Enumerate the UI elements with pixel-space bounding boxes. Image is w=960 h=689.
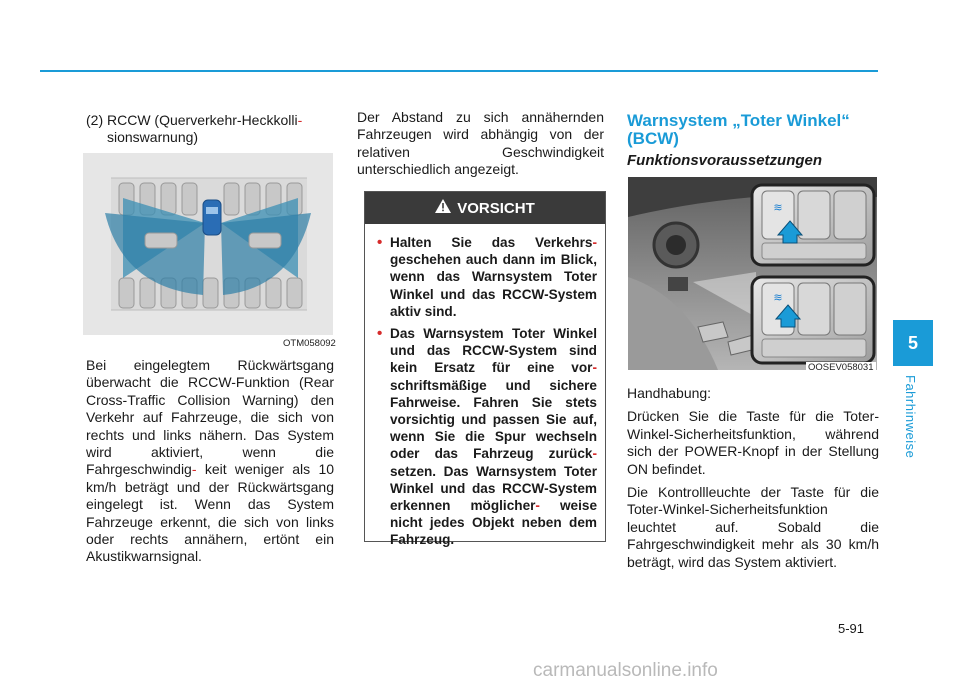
col3-body (627, 385, 879, 571)
warning-triangle-icon (435, 199, 451, 217)
hyphen-mark: - (535, 498, 540, 514)
warning-box (364, 191, 606, 548)
hyphen-mark: - (592, 446, 597, 462)
heading-line-1: Warnsystem „Toter Winkel“ (627, 111, 850, 130)
chapter-tab[interactable] (893, 320, 933, 366)
col1-body (86, 357, 334, 566)
svg-text:≋: ≋ (773, 201, 783, 214)
warning-text: weise nicht jedes Objekt neben dem Fahrzeug. (390, 498, 597, 548)
chapter-number: 5 (907, 332, 918, 353)
page-number: 5-91 (838, 621, 865, 636)
list-text-b: sionswarnung) (107, 129, 199, 146)
warning-text: setzen. Das Warnsystem Toter Winkel und das RCCW-System erkennen möglicher (390, 463, 597, 514)
warning-item (377, 234, 597, 320)
warning-text: geschehen auch dann im Blick, wenn das Warnsystem Toter Winkel und das RCCW-System aktiv sind. (390, 252, 597, 319)
section-heading (627, 112, 879, 148)
col1-body-paragraph (86, 357, 334, 566)
heading-line-2: (BCW) (627, 129, 679, 148)
warning-text: Das Warnsystem Toter Winkel und das RCCW-System sind kein Ersatz für eine vor (390, 326, 597, 376)
warning-text: schriftsmäßige und sichere Fahrweise. Fahren Sie stets vorsichtig und passen Sie auf, wenn Sie die Spur wechseln oder das Fahrzeug zurück (390, 377, 597, 462)
bcw-button-illustration (628, 177, 877, 370)
warning-item (377, 325, 597, 549)
hyphen-mark: - (191, 461, 197, 478)
col2-intro: Der Abstand zu sich annähernden Fahrzeugen wird abhängig von der relativen Geschwindigkeit unterschiedlich angezeigt. (357, 109, 604, 178)
hyphen-mark: - (592, 360, 597, 376)
subheading: Funktionsvoraussetzungen (627, 152, 823, 169)
body-text-a: Bei eingelegtem Rückwärtsgang überwacht die RCCW-Funktion (Rear Cross-Traffic Collision Warning) den Verkehr auf Fahrzeuge, die sich von rechts und links nähern. Das System wird aktiviert, wenn die Fahrgeschwindig (86, 357, 334, 478)
rccw-parking-illustration (83, 153, 333, 335)
chapter-label: Fahrhinweise (903, 375, 918, 459)
warning-header (365, 192, 605, 224)
list-number: (2) (86, 112, 104, 128)
hyphen-mark: - (297, 112, 303, 128)
handling-label: Handhabung: (627, 385, 712, 401)
warning-title: VORSICHT (457, 199, 535, 217)
header-rule (40, 70, 878, 72)
svg-text:≋: ≋ (773, 291, 783, 304)
column-2 (357, 109, 604, 179)
column-1 (86, 112, 334, 147)
body-text-b: keit weniger als 10 km/h beträgt und der Rückwärtsgang eingelegt ist. Wenn das System Fahrzeuge erkennt, die sich von links oder rechts annähern, ertönt ein Akustikwarnsignal. (86, 461, 335, 565)
image-caption-2: OOSEV058031 (808, 362, 874, 373)
image-caption-1: OTM058092 (283, 338, 336, 349)
list-text-a: RCCW (Querverkehr-Heckkolli (107, 112, 298, 128)
warning-list (365, 224, 605, 549)
list-item-rccw (86, 112, 334, 147)
col3-paragraph-1: Drücken Sie die Taste für die Toter-Winkel-Sicherheitsfunktion, während sich der POWER-Knopf in der Stellung ON befindet. (627, 408, 879, 477)
warning-text: Halten Sie das Verkehrs (390, 235, 593, 250)
col3-paragraph-2: Die Kontrollleuchte der Taste für die Toter-Winkel-Sicherheitsfunktion leuchtet auf. Sobald die Fahrgeschwindigkeit mehr als 30 km/h beträgt, wird das System aktiviert. (627, 484, 879, 570)
hyphen-mark: - (592, 235, 597, 250)
watermark: carmanualsonline.info (533, 660, 718, 681)
